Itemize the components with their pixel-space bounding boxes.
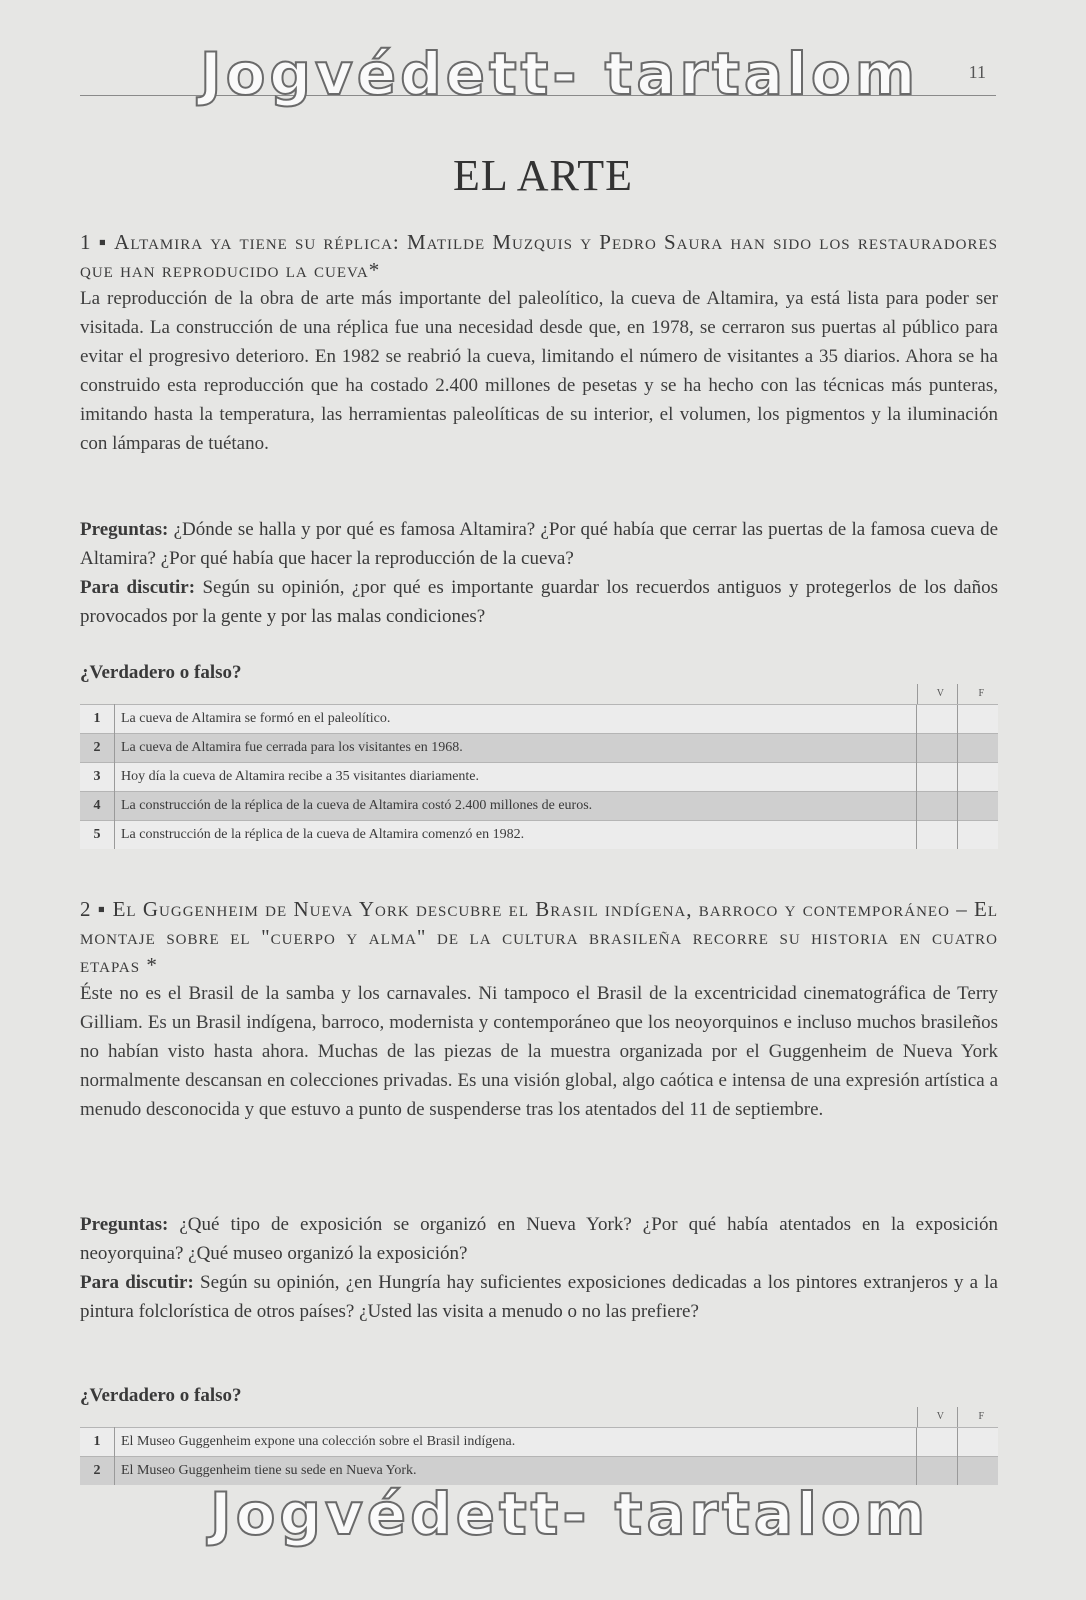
section-1-heading: 1 ▪ Altamira ya tiene su réplica: Matilde Muzquis y Pedro Saura han sido los restauradores que han reproducido la cueva*: [80, 230, 998, 282]
false-checkbox[interactable]: [958, 1457, 999, 1486]
vf-divider: [957, 1407, 958, 1427]
section-2-body: Éste no es el Brasil de la samba y los carnavales. Ni tampoco el Brasil de la excentricidad cinematográfica de Terry Gilliam. Es un Brasil indígena, barroco, modernista y contemporáneo que los neoyorquinos e incluso muchos brasileños no habían visto hasta ahora. Muchas de las piezas de la muestra organizada por el Guggenheim de Nueva York normalmente descansan en colecciones privadas. Es una visión global, algo caótica e intensa de una expresión artística a menudo desconocida y que estuvo a punto de suspenderse tras los atentados del 11 de septiembre.: [80, 983, 998, 1120]
true-checkbox[interactable]: [917, 792, 958, 821]
vf-f-label: F: [978, 688, 984, 699]
discutir-text: Según su opinión, ¿por qué es importante guardar los recuerdos antiguos y protegerlos de los daños provocados por la gente y por las malas condiciones?: [80, 577, 998, 627]
section-2-preguntas: [80, 1210, 998, 1268]
true-checkbox[interactable]: [917, 705, 958, 734]
table-row: [80, 763, 998, 792]
table-row: [80, 1428, 998, 1457]
false-checkbox[interactable]: [958, 734, 999, 763]
false-checkbox[interactable]: [958, 1428, 999, 1457]
section-2-heading: 2 ▪ El Guggenheim de Nueva York descubre el Brasil indígena, barroco y contemporáneo – El montaje sobre el "cuerpo y alma" de la cultura brasileña recorre su historia en cuatro etapas *: [80, 897, 998, 977]
row-number: 1: [80, 705, 115, 734]
true-checkbox[interactable]: [917, 734, 958, 763]
watermark-top: Jogvédett- tartalom: [200, 40, 920, 108]
row-statement: La construcción de la réplica de la cueva de Altamira comenzó en 1982.: [115, 821, 917, 850]
discutir-label: Para discutir:: [80, 577, 196, 598]
row-number: 4: [80, 792, 115, 821]
false-checkbox[interactable]: [958, 763, 999, 792]
watermark-bottom: Jogvédett- tartalom: [210, 1480, 930, 1548]
row-statement: El Museo Guggenheim expone una colección sobre el Brasil indígena.: [115, 1428, 917, 1457]
section-1-preguntas: [80, 515, 998, 573]
page-number: 11: [968, 62, 986, 82]
section-1-article: [80, 228, 998, 458]
section-2-true-false: [80, 1385, 998, 1485]
preguntas-text: ¿Qué tipo de exposición se organizó en Nueva York? ¿Por qué había atentados en la exposición neoyorquina? ¿Qué museo organizó la exposición?: [80, 1214, 999, 1264]
vf-header: [80, 684, 998, 704]
section-1-true-false: [80, 662, 998, 849]
discutir-label: Para discutir:: [80, 1272, 194, 1293]
true-checkbox[interactable]: [917, 763, 958, 792]
vf-header: [80, 1407, 998, 1427]
vf-title: ¿Verdadero o falso?: [80, 662, 242, 683]
true-checkbox[interactable]: [917, 821, 958, 850]
table-row: [80, 792, 998, 821]
vf-divider: [957, 684, 958, 704]
row-statement: El Museo Guggenheim tiene su sede en Nueva York.: [115, 1457, 917, 1486]
section-2-discutir: [80, 1268, 998, 1326]
table-row: [80, 705, 998, 734]
vf-divider: [917, 684, 918, 704]
preguntas-label: Preguntas:: [80, 519, 169, 540]
row-number: 2: [80, 1457, 115, 1486]
row-number: 5: [80, 821, 115, 850]
row-statement: La cueva de Altamira se formó en el paleolítico.: [115, 705, 917, 734]
row-statement: La cueva de Altamira fue cerrada para los visitantes en 1968.: [115, 734, 917, 763]
false-checkbox[interactable]: [958, 792, 999, 821]
section-1-discutir: [80, 573, 998, 631]
vf-v-label: V: [936, 688, 944, 699]
table-row: [80, 821, 998, 850]
row-number: 1: [80, 1428, 115, 1457]
vf-v-label: V: [936, 1411, 944, 1422]
discutir-text: Según su opinión, ¿en Hungría hay suficientes exposiciones dedicadas a los pintores extranjeros y a la pintura folclorística de otros países? ¿Usted las visita a menudo o no las prefiere?: [80, 1272, 998, 1322]
vf-title: ¿Verdadero o falso?: [80, 1385, 242, 1406]
row-number: 2: [80, 734, 115, 763]
vf-f-label: F: [978, 1411, 984, 1422]
row-number: 3: [80, 763, 115, 792]
preguntas-text: ¿Dónde se halla y por qué es famosa Altamira? ¿Por qué había que cerrar las puertas de la famosa cueva de Altamira? ¿Por qué había que hacer la reproducción de la cueva?: [80, 519, 998, 569]
row-statement: La construcción de la réplica de la cueva de Altamira costó 2.400 millones de euros.: [115, 792, 917, 821]
false-checkbox[interactable]: [958, 705, 999, 734]
table-row: [80, 734, 998, 763]
true-checkbox[interactable]: [917, 1428, 958, 1457]
false-checkbox[interactable]: [958, 821, 999, 850]
section-1-body: La reproducción de la obra de arte más importante del paleolítico, la cueva de Altamira, ya está lista para poder ser visitada. La construcción de una réplica fue una necesidad desde que, en 1978, se cerraron sus puertas al público para evitar el progresivo deterioro. En 1982 se reabrió la cueva, limitando el número de visitantes a 35 diarios. Ahora se ha construido esta reproducción que ha costado 2.400 millones de pesetas y se ha hecho con las técnicas más punteras, imitando hasta la temperatura, las herramientas paleolíticas de su interior, el volumen, los pigmentos y la iluminación con lámparas de tuétano.: [80, 288, 998, 454]
preguntas-label: Preguntas:: [80, 1214, 169, 1235]
page-title: EL ARTE: [453, 151, 633, 200]
row-statement: Hoy día la cueva de Altamira recibe a 35 visitantes diariamente.: [115, 763, 917, 792]
section-2-article: [80, 895, 998, 1124]
section-2-questions: [80, 1210, 998, 1326]
vf-table: [80, 704, 998, 849]
vf-divider: [917, 1407, 918, 1427]
vf-table: [80, 1427, 998, 1485]
section-1-questions: [80, 515, 998, 631]
